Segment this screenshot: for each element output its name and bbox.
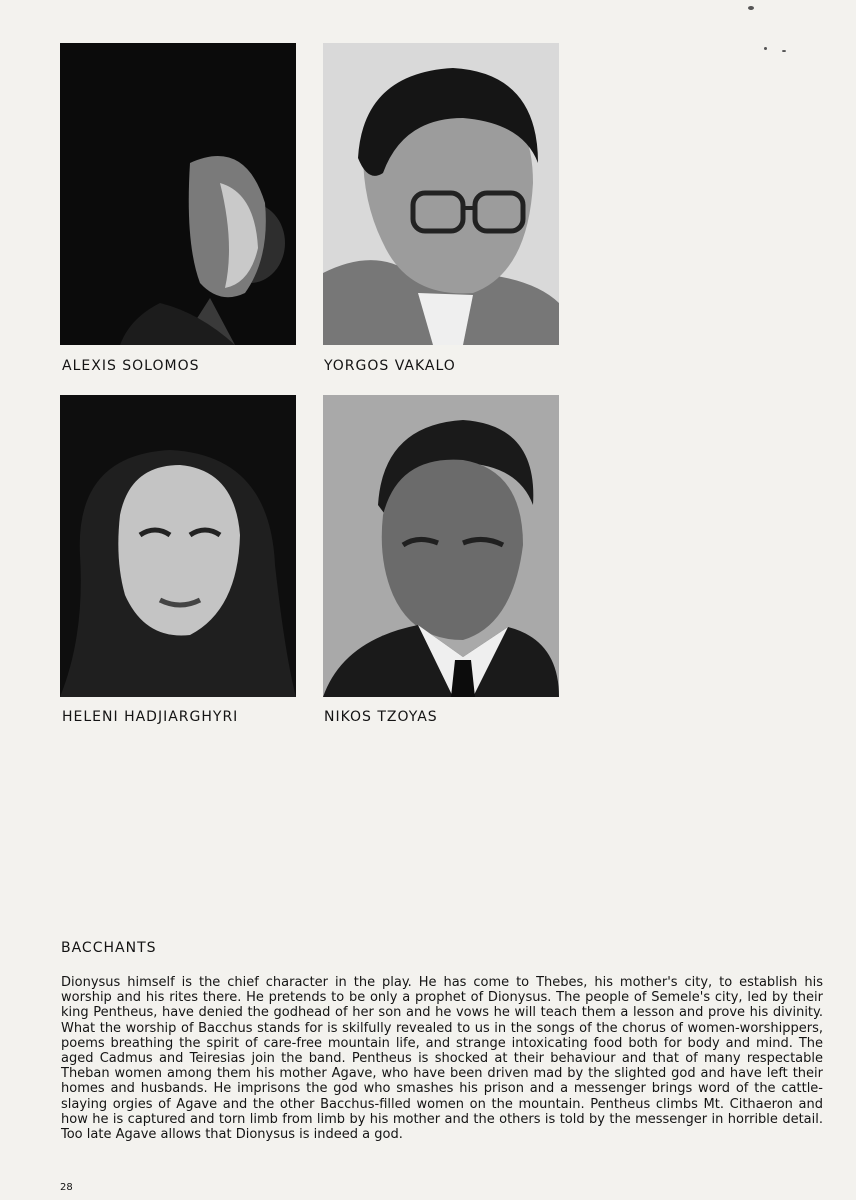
portrait-photo-alexis-solomos [60,43,296,345]
print-speck [764,47,767,50]
section-heading: BACCHANTS [61,940,157,956]
print-speck [748,6,754,10]
portrait-image [323,395,559,697]
portrait-photo-yorgos-vakalo [323,43,559,345]
portrait-image [60,43,296,345]
portrait-caption: NIKOS TZOYAS [324,709,438,725]
page-number: 28 [60,1182,73,1193]
portrait-caption: HELENI HADJIARGHYRI [62,709,239,725]
portrait-caption: ALEXIS SOLOMOS [62,358,200,374]
portrait-caption: YORGOS VAKALO [324,358,456,374]
portrait-photo-nikos-tzoyas [323,395,559,697]
portrait-image [60,395,296,697]
print-speck [782,50,786,52]
portrait-image [323,43,559,345]
section-body: Dionysus himself is the chief character in the play. He has come to Thebes, his mother's city, to establish his worship and his rites there. He pretends to be only a prophet of Dionysus. The people of Semele's city, led by their king Pentheus, have denied the godhead of her son and he vows he will teach them a lesson and prove his divinity. What the worship of Bacchus stands for is skilfully revealed to us in the songs of the chorus of women-worshippers, poems breathing the spirit of care-free mountain life, and strange intoxicating food both for body and mind. The aged Cadmus and Teiresias join the band. Pentheus is shocked at their behaviour and that of many respectable Theban women among them his mother Agave, who have been driven mad by the slighted god and have left their homes and husbands. He imprisons the god who smashes his prison and a messenger brings word of the cattle-slaying orgies of Agave and the other Bacchus-filled women on the mountain. Pentheus climbs Mt. Cithaeron and how he is captured and torn limb from limb by his mother and the others is told by the messenger in horrible detail. Too late Agave allows that Dionysus is indeed a god. [61,975,823,1143]
portrait-photo-heleni-hadjiarghyri [60,395,296,697]
